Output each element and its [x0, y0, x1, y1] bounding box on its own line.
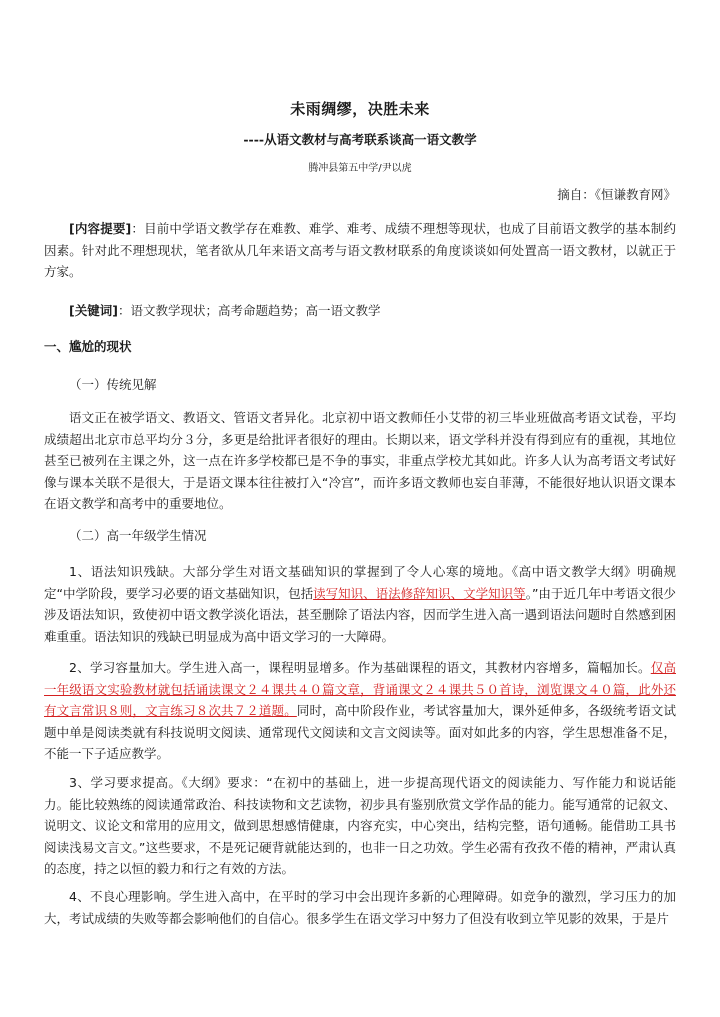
abstract-paragraph [44, 218, 676, 283]
document-author: 腾冲县第五中学/尹以虎 [308, 163, 412, 174]
item1-text-a: 1、语法知识残缺。大部分学生对语文基础知识的掌握到了令人心寒的境地。《高中语文教学大纲》明确规定“中学阶段，要学习必要的语文基础知识，包括 [44, 564, 676, 601]
paragraph-item-grammar [44, 561, 676, 647]
paragraph-item-capacity [44, 657, 676, 765]
keywords-paragraph [44, 300, 676, 322]
item1-text-b: 。”由于近几年中考语文很少涉及语法知识，致使初中语文教学淡化语法，甚至删除了语法内容，因而学生进入高一遇到语法问题时自然感到困难重重。语法知识的残缺已明显成为高中语文学习的一大障碍。 [44, 585, 676, 644]
item2-highlight: 仅高一年级语文实验教材就包括诵读课文２４课共４０篇文章，背诵课文２４课共５０首诗，浏览课文４０篇，此外还有文言常识８则，文言练习８次共７２道题。 [44, 660, 676, 718]
paragraph-tradition: 语文正在被学语文、教语文、管语文者异化。北京初中语文教师任小艾带的初三毕业班做高考语文试卷，平均成绩超出北京市总平均分３分，多更是给批评者很好的理由。长期以来，语文学科并没有得到应有的重视，其地位甚至已被列在主课之外，这一点在许多学校都已是不争的事实，非重点学校尤其如此。许多人认为高考语文考试好像与课本关联不是很大，于是语文课本往往被打入“冷宫”，而许多语文教师也妄自菲薄，不能很好地认识语文课本在语文教学和高考中的重要地位。 [44, 410, 676, 511]
document-title: 未雨绸缪，决胜未来 [290, 100, 430, 118]
item2-text-b: 同时，高中阶段作业，考试容量加大，课外延伸多，各级统考语文试题中单是阅读类就有科技说明文阅读、通常现代文阅读和文言文阅读等。面对如此多的内容，学生思想准备不足，不能一下子适应教学。 [44, 703, 676, 761]
keywords-text: ：语文教学现状；高考命题趋势；高一语文教学 [117, 303, 381, 318]
abstract-text: ：目前中学语文教学存在难教、难学、难考、成绩不理想等现状，也成了目前语文教学的基本制约因素。针对此不理想现状，笔者欲从几年来语文高考与语文教材联系的角度谈谈如何处置高一语文教材，以就正于方家。 [44, 221, 676, 279]
item2-text-a: 2、学习容量加大。学生进入高一，课程明显增多。作为基础课程的语文，其教材内容增多，篇幅加长。 [69, 660, 651, 675]
paragraph-item-psychology: 4、不良心理影响。学生进入高中，在平时的学习中会出现许多新的心理障碍。如竞争的激烈，学习压力的加大，考试成绩的失败等都会影响他们的自信心。很多学生在语文学习中努力了但没有收到立竿见影的效果，于是片 [44, 889, 676, 926]
section-heading: 一、尴尬的现状 [44, 339, 132, 354]
keywords-label: [关键词] [69, 303, 118, 318]
subsection-heading-students: （二）高一年级学生情况 [69, 528, 207, 543]
abstract-label: [内容提要] [69, 221, 132, 236]
paragraph-item-requirements: 3、学习要求提高。《大纲》要求：“在初中的基础上，进一步提高现代语文的阅读能力、写作能力和说话能力。能比较熟练的阅读通常政治、科技读物和文艺读物，初步具有鉴别欣赏文学作品的能力。能写通常的记叙文、说明文、议论文和常用的应用文，做到思想感情健康，内容充实，中心突出，结构完整，语句通畅。能借助工具书阅读浅易文言文。”这些要求，不是死记硬背就能达到的，也非一日之功效。学生必需有孜孜不倦的精神，严肃认真的态度，持之以恒的毅力和行之有效的方法。 [44, 775, 676, 876]
subsection-heading-tradition: （一）传统见解 [69, 377, 157, 392]
document-subtitle: ----从语文教材与高考联系谈高一语文教学 [243, 132, 477, 147]
document-source: 摘自：《恒谦教育网》 [557, 187, 676, 202]
item1-highlight: 读写知识、语法修辞知识、文学知识等 [313, 585, 526, 601]
